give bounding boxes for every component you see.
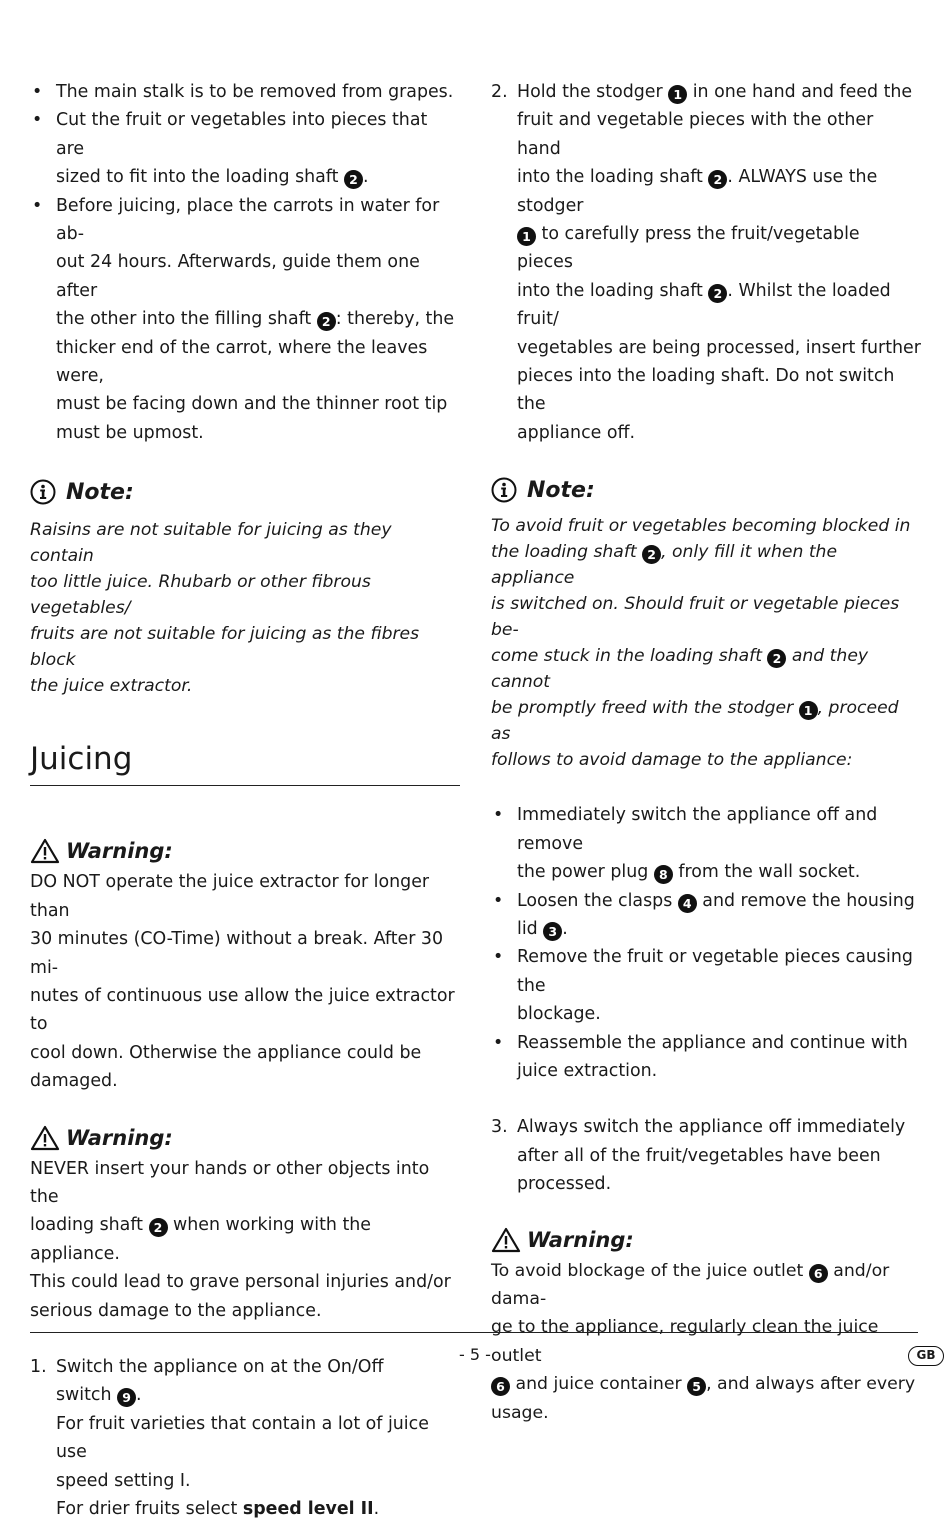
list-item-text: lid	[517, 918, 544, 939]
warning-heading	[30, 834, 460, 868]
step-text: For drier fruits select	[56, 1499, 243, 1519]
step-text: pieces into the loading shaft. Do not switch the	[517, 366, 895, 415]
list-item-text: .	[562, 918, 568, 939]
warning-text	[30, 1211, 460, 1268]
step-text: . ALWAYS use the stodger	[517, 167, 878, 216]
section-title: Juicing	[30, 739, 460, 786]
list-item-text: Immediately switch the appliance off and remove	[517, 805, 878, 854]
step-number: 1.	[30, 1356, 47, 1377]
warning-text-part: loading shaft	[30, 1215, 149, 1236]
warning-triangle-icon	[30, 838, 60, 864]
warning-title: Warning:	[66, 839, 173, 864]
note-text	[491, 539, 921, 591]
step-text: after all of the fruit/vegetables have been	[517, 1145, 881, 1166]
step-text: into the loading shaft	[517, 280, 709, 301]
list-item-text: out 24 hours. Afterwards, guide them one after	[56, 252, 420, 301]
part-number-marker: 2	[767, 649, 786, 668]
list-item-text: from the wall socket.	[672, 862, 861, 883]
warning-text: usage.	[491, 1402, 549, 1423]
step-text: in one hand and feed the	[687, 82, 913, 102]
list-item	[491, 943, 921, 1028]
part-number-marker: 2	[642, 545, 661, 564]
part-number-marker: 1	[799, 701, 818, 720]
step-text: . Whilst the loaded fruit/	[517, 280, 891, 330]
part-number-marker: 6	[491, 1377, 510, 1396]
note-text-part: , proceed as	[491, 698, 899, 745]
list-item-text: the other into the filling shaft	[56, 309, 317, 330]
part-number-marker: 2	[708, 170, 727, 189]
note-text: Raisins are not suitable for juicing as they contain	[30, 520, 392, 567]
step-3	[491, 1113, 921, 1198]
note-text: is switched on. Should fruit or vegetable pieces be-	[491, 594, 900, 641]
list-item-text: thicker end of the carrot, where the leaves were,	[56, 337, 428, 387]
page-number: - 5 -	[459, 1345, 491, 1364]
step-text: Hold the stodger	[517, 82, 669, 102]
right-column	[491, 78, 921, 1427]
step-text: Switch the appliance on at the On/Off	[56, 1356, 384, 1377]
note-heading	[491, 473, 921, 507]
step-text: speed setting I.	[56, 1470, 191, 1491]
language-badge: GB	[908, 1346, 944, 1366]
step-text: .	[136, 1385, 142, 1406]
note-text-part: the loading shaft	[491, 542, 643, 563]
step-text: fruit and vegetable pieces with the other hand	[517, 110, 874, 159]
list-item-text: Cut the fruit or vegetables into pieces that are	[56, 110, 428, 159]
part-number-marker: 2	[344, 170, 363, 189]
list-item-text: The main stalk is to be removed from grapes.	[56, 82, 454, 102]
list-item-text: Remove the fruit or vegetable pieces causing the	[517, 947, 913, 996]
note-text: follows to avoid damage to the appliance:	[491, 750, 853, 771]
part-number-marker: 6	[809, 1264, 828, 1283]
list-item-text: must be upmost.	[56, 422, 204, 443]
warning-title: Warning:	[66, 1125, 173, 1150]
warning-text: 30 minutes (CO-Time) without a break. After 30 mi-	[30, 929, 444, 978]
note-body	[30, 517, 460, 699]
part-number-marker: 2	[708, 284, 727, 303]
note-body	[491, 513, 921, 773]
warning-text: nutes of continuous use allow the juice extractor to	[30, 985, 455, 1035]
list-item-text: sized to fit into the loading shaft	[56, 167, 344, 188]
list-item-text: Loosen the clasps	[517, 890, 678, 911]
step-number: 3.	[491, 1117, 508, 1138]
step-text: .	[373, 1499, 380, 1519]
list-item	[30, 78, 460, 106]
part-number-marker: 2	[317, 312, 336, 331]
note-text: To avoid fruit or vegetables becoming blocked in	[491, 516, 911, 537]
warning-text-part: , and always after every	[706, 1374, 916, 1395]
note-text-part: and they cannot	[491, 646, 869, 693]
list-item-text: : thereby, the	[335, 309, 455, 330]
note-text: the juice extractor.	[30, 676, 193, 697]
list-item	[491, 801, 921, 886]
step-text: into the loading shaft	[517, 167, 709, 188]
part-number-marker: 1	[668, 85, 687, 104]
note-text	[491, 695, 921, 747]
note-heading	[30, 475, 460, 509]
warning-title: Warning:	[527, 1227, 634, 1252]
left-column	[30, 78, 460, 1523]
info-circle-icon	[30, 479, 56, 505]
step-text-bold: speed level II	[242, 1499, 374, 1519]
bullet-list	[491, 801, 921, 1085]
part-number-marker: 5	[687, 1377, 706, 1396]
warning-text: NEVER insert your hands or other objects into the	[30, 1158, 430, 1207]
list-item	[491, 887, 921, 944]
step-1	[30, 1353, 460, 1523]
warning-text	[491, 1257, 921, 1314]
note-text-part: , only fill it when the appliance	[491, 542, 838, 589]
note-title: Note:	[66, 479, 134, 505]
warning-text: DO NOT operate the juice extractor for longer than	[30, 872, 430, 921]
warning-triangle-icon	[491, 1227, 521, 1253]
warning-text: This could lead to grave personal injuries and/or	[30, 1272, 451, 1293]
list-item-text: must be facing down and the thinner root tip	[56, 394, 448, 415]
list-item	[491, 1029, 921, 1086]
warning-text: cool down. Otherwise the appliance could be	[30, 1042, 422, 1063]
note-text-part: be promptly freed with the stodger	[491, 698, 799, 719]
list-item-text: Reassemble the appliance and continue with	[517, 1032, 908, 1053]
step-text: switch	[56, 1385, 118, 1406]
list-item-text: and remove the housing	[696, 890, 915, 911]
note-text: fruits are not suitable for juicing as the fibres block	[30, 624, 420, 671]
warning-text-part: and juice container	[510, 1374, 688, 1395]
note-text	[491, 643, 921, 695]
list-item-text: Before juicing, place the carrots in water for ab-	[56, 195, 440, 245]
list-item	[30, 192, 460, 448]
step-text: vegetables are being processed, insert further	[517, 337, 921, 358]
info-circle-icon	[491, 477, 517, 503]
warning-text-part: and/or dama-	[491, 1260, 890, 1309]
step-text: to carefully press the fruit/vegetable pieces	[517, 224, 860, 273]
list-item-text: juice extraction.	[517, 1060, 658, 1081]
warning-heading	[491, 1223, 921, 1257]
warning-heading	[30, 1121, 460, 1155]
warning-text-part: when working with the appliance.	[30, 1215, 371, 1264]
warning-text: damaged.	[30, 1071, 118, 1092]
note-title: Note:	[527, 477, 595, 503]
step-number: 2.	[491, 82, 508, 102]
step-text: Always switch the appliance off immediately	[517, 1117, 906, 1138]
warning-text: serious damage to the appliance.	[30, 1300, 322, 1321]
warning-body	[491, 1257, 921, 1427]
list-item-text: the power plug	[517, 862, 654, 883]
part-number-marker: 8	[654, 865, 673, 884]
list-item-text: blockage.	[517, 1004, 601, 1025]
part-number-marker: 9	[117, 1388, 136, 1407]
warning-body	[30, 868, 460, 1095]
footer-divider	[30, 1332, 918, 1333]
step-text: appliance off.	[517, 422, 636, 443]
part-number-marker: 2	[149, 1218, 168, 1237]
list-item	[30, 106, 460, 191]
part-number-marker: 3	[543, 922, 562, 941]
warning-body	[30, 1155, 460, 1325]
note-text-part: come stuck in the loading shaft	[491, 646, 768, 667]
warning-text-part: To avoid blockage of the juice outlet	[491, 1260, 809, 1281]
step-text: processed.	[517, 1174, 612, 1195]
part-number-marker: 1	[517, 227, 536, 246]
step-2	[491, 78, 921, 447]
warning-text: ge to the appliance, regularly clean the juice outlet	[491, 1317, 879, 1366]
punctuation: .	[362, 167, 369, 188]
part-number-marker: 4	[678, 894, 697, 913]
note-text: too little juice. Rhubarb or other fibrous vegetables/	[30, 572, 371, 619]
step-text: For fruit varieties that contain a lot of juice use	[56, 1413, 429, 1463]
warning-text	[491, 1370, 921, 1398]
warning-triangle-icon	[30, 1125, 60, 1151]
